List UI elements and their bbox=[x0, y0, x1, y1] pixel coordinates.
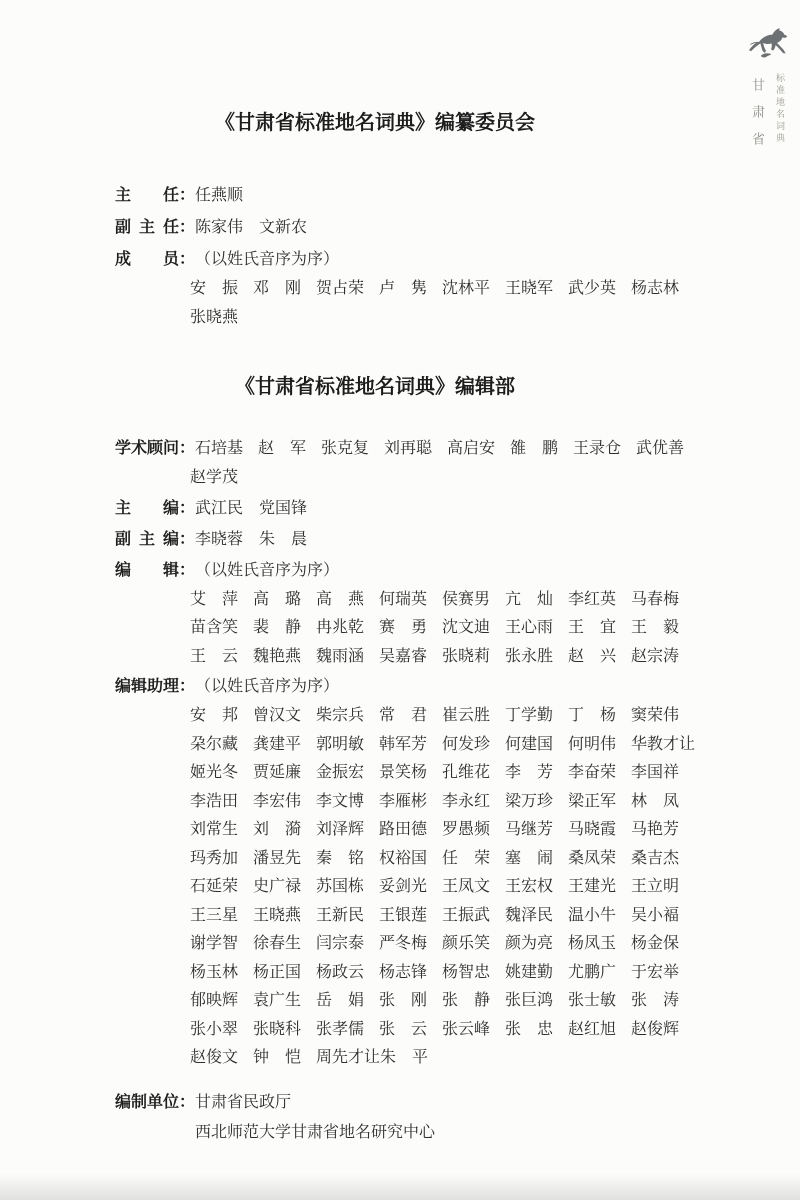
person-name: 岳 娟 bbox=[316, 992, 365, 1009]
person-name: 王建光 bbox=[568, 878, 617, 895]
name-row bbox=[190, 702, 715, 731]
person-name: 梁万珍 bbox=[505, 792, 554, 810]
person-name: 刘 漪 bbox=[253, 821, 302, 838]
person-name: 王心雨 bbox=[505, 619, 554, 636]
name-row bbox=[190, 987, 715, 1016]
person-name: 杨凤玉 bbox=[568, 935, 617, 952]
person-name: 卢 隽 bbox=[379, 280, 428, 297]
person-name: 龚建平 bbox=[253, 735, 302, 753]
members-note: （以姓氏音序为序） bbox=[195, 251, 340, 268]
person-name: 赛 勇 bbox=[379, 619, 428, 636]
editor-list bbox=[115, 586, 715, 672]
spine-title-sub: 标准地名词典 bbox=[775, 73, 785, 145]
chief-editor-label: 主 编 bbox=[115, 497, 179, 517]
person-name: 赵宗涛 bbox=[631, 647, 680, 665]
person-name: 颜乐笑 bbox=[442, 935, 491, 952]
person-name: 张云峰 bbox=[442, 1020, 491, 1038]
advisor-continuation bbox=[115, 464, 715, 493]
name-row bbox=[190, 304, 715, 333]
assistant-editors-row bbox=[115, 671, 715, 702]
person-name: 李 芳 bbox=[505, 764, 554, 781]
person-name: 贺占荣 bbox=[316, 280, 365, 297]
committee-roles bbox=[115, 179, 715, 275]
person-name: 裴 静 bbox=[253, 619, 302, 636]
person-name: 马继芳 bbox=[505, 821, 554, 838]
person-name: 杨金保 bbox=[631, 935, 680, 952]
director-name: 任燕顺 bbox=[195, 187, 244, 204]
person-name: 杨正国 bbox=[253, 963, 302, 981]
person-name: 武优善 bbox=[636, 440, 685, 457]
person-name: 张 刚 bbox=[379, 992, 428, 1009]
person-name: 朱 平 bbox=[380, 1049, 429, 1066]
person-name: 高 璐 bbox=[253, 590, 302, 608]
person-name: 沈文迪 bbox=[442, 619, 491, 636]
person-name: 张晓莉 bbox=[442, 647, 491, 665]
person-name: 张小翠 bbox=[190, 1020, 239, 1038]
person-name: 张 静 bbox=[442, 992, 491, 1009]
members-label: 成 员 bbox=[115, 249, 179, 268]
person-name: 张克复 bbox=[321, 440, 370, 457]
person-name: 李奋荣 bbox=[568, 764, 617, 781]
name-row bbox=[190, 1016, 715, 1045]
editors-label: 编 辑 bbox=[115, 559, 179, 579]
person-name: 罗愚频 bbox=[442, 821, 491, 838]
person-name: 闫宗泰 bbox=[316, 935, 365, 952]
name-row bbox=[190, 788, 715, 817]
assistant-editors-label: 编 辑 助 理 bbox=[115, 676, 180, 695]
person-name: 李文博 bbox=[316, 792, 365, 810]
person-name: 亢 灿 bbox=[505, 590, 554, 608]
person-name: 杨玉林 bbox=[190, 963, 239, 981]
person-name: 袁广生 bbox=[253, 992, 302, 1009]
person-name: 秦 铭 bbox=[316, 849, 365, 867]
committee-title: 《甘肃省标准地名词典》编纂委员会 bbox=[215, 110, 535, 134]
spine-title-main: 甘肃省 bbox=[750, 78, 765, 159]
person-name: 苏国栋 bbox=[316, 878, 365, 895]
person-name: 周先才让 bbox=[316, 1049, 381, 1066]
name-row bbox=[190, 930, 715, 959]
person-name: 安 振 bbox=[190, 280, 239, 297]
person-name: 权裕国 bbox=[379, 849, 428, 867]
person-name: 冉兆乾 bbox=[316, 619, 365, 636]
person-name: 杨志锋 bbox=[379, 963, 428, 981]
person-name: 王新民 bbox=[316, 906, 365, 924]
person-name: 雒 鹏 bbox=[510, 440, 559, 457]
person-name: 赵俊辉 bbox=[631, 1020, 680, 1038]
label-colon: ： bbox=[179, 528, 196, 548]
person-name: 王凤文 bbox=[442, 878, 491, 895]
person-name: 王宏权 bbox=[505, 878, 554, 895]
person-name: 金振宏 bbox=[316, 764, 365, 781]
person-name: 妥剑光 bbox=[379, 878, 428, 895]
label-colon: ： bbox=[179, 249, 196, 268]
person-name: 赵学茂 bbox=[190, 469, 239, 486]
name-row bbox=[190, 959, 715, 988]
assistant-editors-note: （以姓氏音序为序） bbox=[195, 678, 340, 695]
members-row bbox=[115, 243, 715, 275]
publisher-org-2: 西北师范大学甘肃省地名研究中心 bbox=[195, 1123, 436, 1141]
deputy-director-names: 陈家伟 文新农 bbox=[195, 219, 308, 236]
person-name: 严冬梅 bbox=[379, 935, 428, 952]
advisor-block bbox=[115, 433, 715, 464]
person-name: 郁映辉 bbox=[190, 992, 239, 1009]
person-name: 玛秀加 bbox=[190, 849, 239, 867]
flying-horse-logo-icon bbox=[748, 26, 794, 68]
person-name: 苗含笑 bbox=[190, 619, 239, 636]
publisher-row bbox=[115, 1087, 715, 1118]
person-name: 刘常生 bbox=[190, 821, 239, 838]
person-name: 林 凤 bbox=[631, 792, 680, 810]
person-name: 艾 萍 bbox=[190, 590, 239, 608]
person-name: 桑凤荣 bbox=[568, 849, 617, 867]
person-name: 魏泽民 bbox=[505, 906, 554, 924]
person-name: 吴嘉睿 bbox=[379, 647, 428, 665]
page-bottom-shadow bbox=[0, 1174, 800, 1200]
person-name: 李红英 bbox=[568, 590, 617, 608]
label-colon: ： bbox=[179, 1091, 196, 1111]
person-name: 塞 闹 bbox=[505, 849, 554, 867]
person-name: 韩军芳 bbox=[379, 735, 428, 753]
deputy-director-label: 副 主 任 bbox=[115, 217, 179, 236]
publisher-org-1: 甘肃省民政厅 bbox=[195, 1093, 292, 1111]
person-name: 杨智忠 bbox=[442, 963, 491, 981]
person-name: 曾汉文 bbox=[253, 707, 302, 724]
person-name: 尤鹏广 bbox=[568, 963, 617, 981]
person-name: 赵俊文 bbox=[190, 1049, 239, 1066]
director-label: 主 任 bbox=[115, 185, 179, 204]
person-name: 王晓军 bbox=[505, 280, 554, 297]
person-name: 杨志林 bbox=[631, 280, 680, 297]
name-row bbox=[190, 873, 715, 902]
text-block bbox=[115, 0, 715, 1148]
person-name: 赵 军 bbox=[258, 440, 307, 457]
person-name: 王晓燕 bbox=[253, 906, 302, 924]
person-name: 丁学勤 bbox=[505, 707, 554, 724]
person-name: 桑吉杰 bbox=[631, 849, 680, 867]
person-name: 王振武 bbox=[442, 906, 491, 924]
label-colon: ： bbox=[179, 676, 196, 695]
person-name: 王 宜 bbox=[568, 619, 617, 636]
person-name: 何发珍 bbox=[442, 735, 491, 753]
person-name: 李宏伟 bbox=[253, 792, 302, 810]
person-name: 王 毅 bbox=[631, 619, 680, 636]
person-name: 崔云胜 bbox=[442, 707, 491, 724]
person-name: 王三星 bbox=[190, 906, 239, 924]
person-name: 朶尔藏 bbox=[190, 735, 239, 753]
person-name: 马春梅 bbox=[631, 590, 680, 608]
assistant-editor-list bbox=[115, 702, 715, 1073]
advisor-name-list bbox=[195, 434, 699, 464]
name-row bbox=[190, 902, 715, 931]
person-name: 梁正军 bbox=[568, 792, 617, 810]
person-name: 史广禄 bbox=[253, 878, 302, 895]
person-name: 邓 刚 bbox=[253, 280, 302, 297]
person-name: 赵红旭 bbox=[568, 1020, 617, 1038]
person-name: 高启安 bbox=[447, 440, 496, 457]
academic-advisor-row bbox=[115, 433, 715, 464]
name-row bbox=[190, 845, 715, 874]
person-name: 路田德 bbox=[379, 821, 428, 838]
person-name: 谢学智 bbox=[190, 935, 239, 952]
person-name: 刘再聪 bbox=[384, 440, 433, 457]
name-row bbox=[190, 759, 715, 788]
editors-row bbox=[115, 555, 715, 586]
deputy-editor-row bbox=[115, 524, 715, 555]
person-name: 张 忠 bbox=[505, 1020, 554, 1038]
person-name: 张 云 bbox=[379, 1020, 428, 1038]
person-name: 孔维花 bbox=[442, 764, 491, 781]
person-name: 王录仓 bbox=[573, 440, 622, 457]
person-name: 李雁彬 bbox=[379, 792, 428, 810]
name-row bbox=[190, 731, 715, 760]
person-name: 石延荣 bbox=[190, 878, 239, 895]
person-name: 张晓燕 bbox=[190, 308, 239, 326]
assistant-block bbox=[115, 671, 715, 702]
person-name: 张永胜 bbox=[505, 647, 554, 665]
person-name: 徐春生 bbox=[253, 935, 302, 952]
person-name: 何建国 bbox=[505, 735, 554, 753]
name-row bbox=[190, 816, 715, 845]
committee-member-list bbox=[115, 275, 715, 332]
person-name: 吴小褔 bbox=[631, 906, 680, 924]
person-name: 安 邦 bbox=[190, 707, 239, 724]
editors-note: （以姓氏音序为序） bbox=[195, 561, 340, 579]
person-name: 温小牛 bbox=[568, 906, 617, 924]
label-colon: ： bbox=[179, 497, 196, 517]
person-name: 何明伟 bbox=[568, 735, 617, 753]
person-name: 华教才让 bbox=[631, 735, 696, 753]
person-name: 郭明敏 bbox=[316, 735, 365, 753]
person-name: 李永红 bbox=[442, 792, 491, 810]
deputy-editor-names: 李晓蓉 朱 晨 bbox=[195, 530, 308, 548]
person-name: 李国祥 bbox=[631, 764, 680, 781]
person-name: 马艳芳 bbox=[631, 821, 680, 838]
publisher-label: 编 制 单 位 bbox=[115, 1091, 180, 1111]
person-name: 沈林平 bbox=[442, 280, 491, 297]
person-name: 杨政云 bbox=[316, 963, 365, 981]
person-name: 王立明 bbox=[631, 878, 680, 895]
academic-advisor-label: 学 术 顾 问 bbox=[115, 438, 180, 457]
name-row bbox=[190, 464, 715, 493]
person-name: 窦荣伟 bbox=[631, 707, 680, 724]
publisher-block bbox=[115, 1087, 715, 1148]
label-colon: ： bbox=[179, 438, 196, 457]
name-row bbox=[190, 275, 715, 304]
person-name: 李浩田 bbox=[190, 792, 239, 810]
chief-editor-names: 武江民 党国锋 bbox=[195, 499, 308, 517]
person-name: 于宏举 bbox=[631, 963, 680, 981]
editorial-roles bbox=[115, 493, 715, 586]
person-name: 刘泽辉 bbox=[316, 821, 365, 838]
person-name: 何瑞英 bbox=[379, 590, 428, 608]
editorial-title: 《甘肃省标准地名词典》编辑部 bbox=[235, 374, 515, 398]
name-row bbox=[190, 1044, 715, 1073]
person-name: 张晓科 bbox=[253, 1020, 302, 1038]
person-name: 任 荣 bbox=[442, 849, 491, 867]
label-colon: ： bbox=[179, 559, 196, 579]
person-name: 张孝儒 bbox=[316, 1020, 365, 1038]
person-name: 姚建勤 bbox=[505, 963, 554, 981]
person-name: 魏艳燕 bbox=[253, 647, 302, 665]
person-name: 常 君 bbox=[379, 707, 428, 724]
person-name: 贾延廉 bbox=[253, 764, 302, 781]
person-name: 姬光冬 bbox=[190, 764, 239, 781]
chief-editor-row bbox=[115, 493, 715, 524]
director-row bbox=[115, 179, 715, 211]
person-name: 张巨鸿 bbox=[505, 992, 554, 1009]
person-name: 丁 杨 bbox=[568, 707, 617, 724]
person-name: 景笑杨 bbox=[379, 764, 428, 781]
person-name: 赵 兴 bbox=[568, 647, 617, 665]
deputy-editor-label: 副 主 编 bbox=[115, 528, 179, 548]
person-name: 张士敏 bbox=[568, 992, 617, 1009]
name-row bbox=[190, 643, 715, 672]
person-name: 高 燕 bbox=[316, 590, 365, 608]
person-name: 侯赛男 bbox=[442, 590, 491, 608]
deputy-director-row bbox=[115, 211, 715, 243]
person-name: 张 涛 bbox=[631, 992, 680, 1009]
person-name: 王银莲 bbox=[379, 906, 428, 924]
person-name: 潘昱先 bbox=[253, 849, 302, 867]
person-name: 武少英 bbox=[568, 280, 617, 297]
label-colon: ： bbox=[179, 185, 196, 204]
person-name: 石培基 bbox=[195, 440, 244, 457]
name-row bbox=[190, 614, 715, 643]
person-name: 魏雨涵 bbox=[316, 647, 365, 665]
name-row bbox=[190, 586, 715, 615]
person-name: 钟 恺 bbox=[253, 1049, 302, 1066]
person-name: 颜为亮 bbox=[505, 935, 554, 952]
label-colon: ： bbox=[179, 217, 196, 236]
person-name: 马晓霞 bbox=[568, 821, 617, 838]
person-name: 王 云 bbox=[190, 647, 239, 665]
person-name: 柴宗兵 bbox=[316, 707, 365, 724]
